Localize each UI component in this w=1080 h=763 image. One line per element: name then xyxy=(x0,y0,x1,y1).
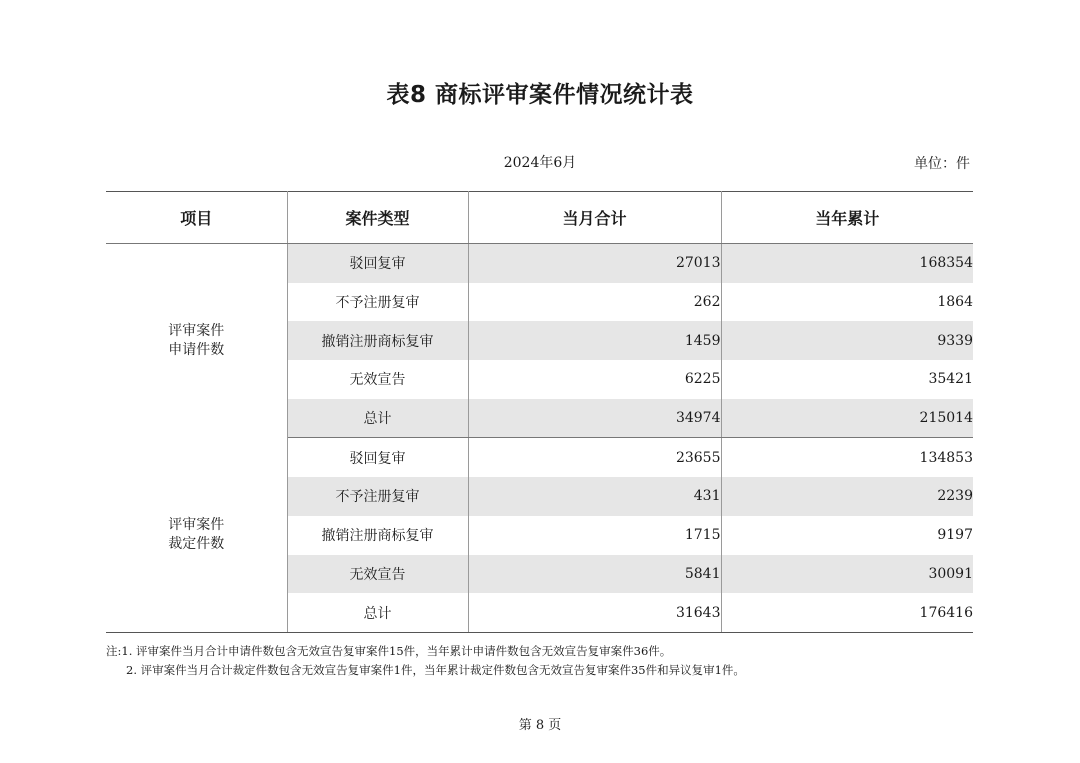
trademark-review-stats-table xyxy=(106,191,973,633)
month-total-cell: 262 xyxy=(468,283,721,322)
case-type-cell: 无效宣告 xyxy=(287,555,468,594)
page-number: 第 8 页 xyxy=(518,718,562,733)
unit-label: 单位：件 xyxy=(914,156,970,172)
footnotes xyxy=(106,642,986,680)
group-label-rulings xyxy=(106,438,287,632)
group-label-applications xyxy=(106,244,287,438)
month-total-cell: 1715 xyxy=(468,516,721,555)
year-total-cell: 168354 xyxy=(721,244,973,283)
year-total-cell: 9197 xyxy=(937,527,973,544)
year-total-cell: 30091 xyxy=(721,555,973,594)
group-label-line: 评审案件 xyxy=(168,516,225,533)
footnote-1: 注:1. 评审案件当月合计申请件数包含无效宣告复审案件15件，当年累计申请件数包含无效宣告复审案件36件。 xyxy=(106,644,672,658)
group-label-line: 评审案件 xyxy=(168,322,225,339)
year-total-cell: 2239 xyxy=(721,477,973,516)
year-total-cell: 1864 xyxy=(937,294,973,311)
case-type-cell: 驳回复审 xyxy=(287,244,468,283)
case-type-cell: 无效宣告 xyxy=(287,360,468,399)
table-row xyxy=(106,244,973,283)
year-total-cell: 35421 xyxy=(928,371,973,388)
header-year-total: 当年累计 xyxy=(721,192,973,244)
month-total-cell: 34974 xyxy=(468,399,721,438)
year-total-cell: 215014 xyxy=(721,399,973,438)
group-label-line: 申请件数 xyxy=(168,341,225,358)
group-label-line: 裁定件数 xyxy=(168,535,225,552)
case-type-cell: 撤销注册商标复审 xyxy=(287,516,468,555)
case-type-cell: 不予注册复审 xyxy=(287,477,468,516)
header-item: 项目 xyxy=(106,192,287,244)
month-total-cell: 27013 xyxy=(468,244,721,283)
month-total-cell: 6225 xyxy=(468,360,721,399)
header-case-type: 案件类型 xyxy=(287,192,468,244)
month-total-cell: 5841 xyxy=(468,555,721,594)
month-total-cell: 1459 xyxy=(468,321,721,360)
header-month-total: 当月合计 xyxy=(468,192,721,244)
table-row xyxy=(106,438,973,477)
case-type-cell: 撤销注册商标复审 xyxy=(287,321,468,360)
month-total-cell: 431 xyxy=(468,477,721,516)
case-type-cell: 不予注册复审 xyxy=(287,283,468,322)
month-total-cell: 31643 xyxy=(468,593,721,632)
case-type-cell: 驳回复审 xyxy=(287,438,468,477)
month-total-cell: 23655 xyxy=(468,438,721,477)
report-date: 2024年6月 xyxy=(503,155,577,171)
page-title: 表8 商标评审案件情况统计表 xyxy=(386,82,694,108)
table-header-row xyxy=(106,192,973,244)
year-total-cell: 176416 xyxy=(721,593,973,632)
year-total-cell: 134853 xyxy=(919,449,973,466)
case-type-cell: 总计 xyxy=(287,399,468,438)
case-type-cell: 总计 xyxy=(287,593,468,632)
footnote-2: 2. 评审案件当月合计裁定件数包含无效宣告复审案件1件，当年累计裁定件数包含无效宣告复审案件35件和异议复审1件。 xyxy=(126,663,745,677)
year-total-cell: 9339 xyxy=(721,321,973,360)
